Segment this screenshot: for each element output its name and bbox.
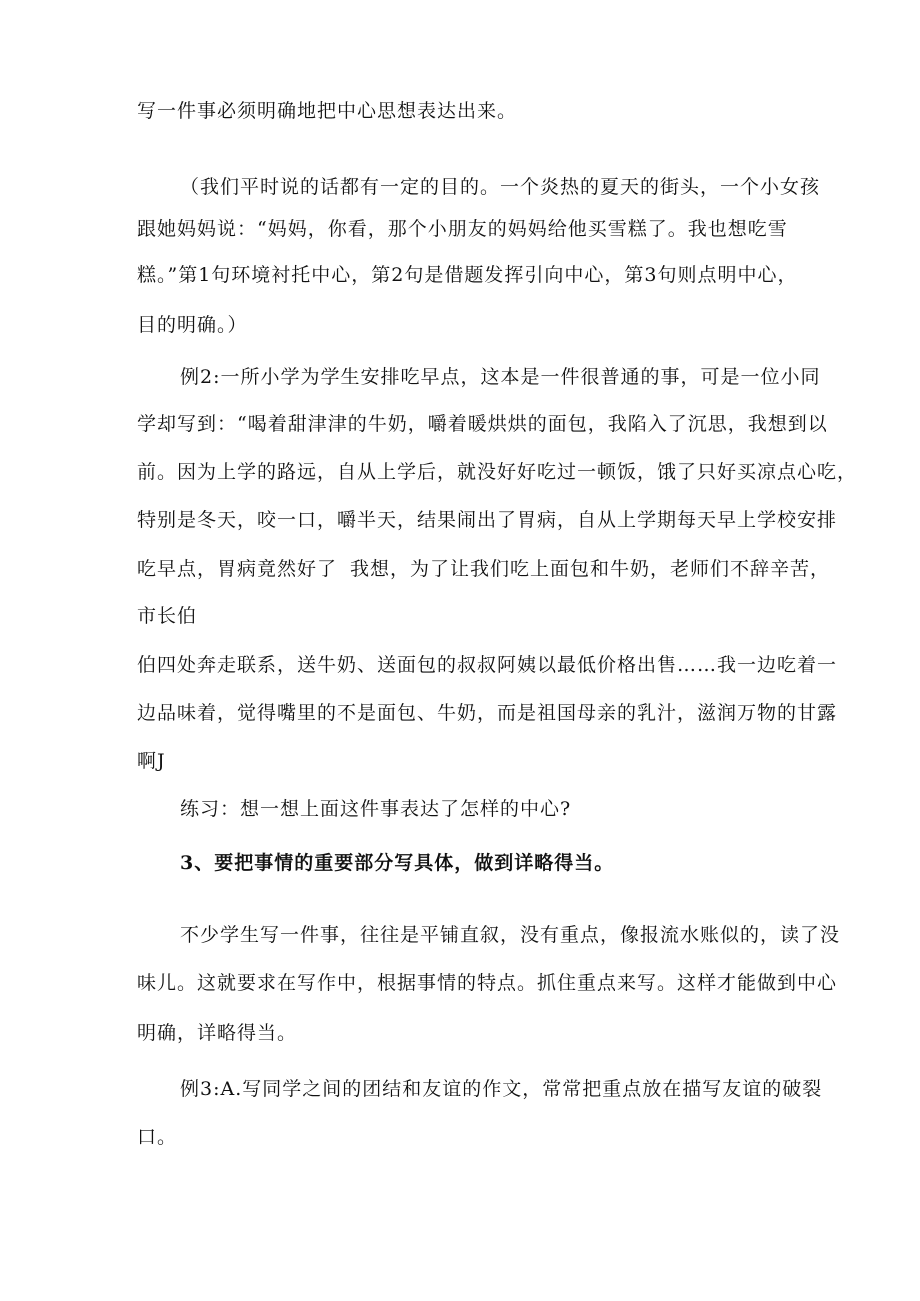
text-line-5: 目的明确。）: [137, 314, 248, 336]
text-line-2: （我们平时说的话都有一定的目的。一个炎热的夏天的街头，一个小女孩: [180, 176, 821, 198]
text-line-3: 跟她妈妈说：“妈妈，你看，那个小朋友的妈妈给他买雪糕了。我也想吃雪: [137, 218, 788, 240]
text-line-4: 糕。”第1句环境衬托中心，第2句是借题发挥引向中心，第3句则点明中心，: [137, 264, 798, 286]
text-line-13: 边品味着，觉得嘴里的不是面包、牛奶，而是祖国母亲的乳汁，滋润万物的甘露: [137, 702, 838, 724]
text-line-9: 特别是冬天，咬一口，嚼半天，结果闹出了胃病，自从上学期每天早上学校安排: [137, 509, 838, 531]
text-line-21: 口。: [137, 1126, 178, 1148]
text-line-20: 例3:A.写同学之间的团结和友谊的作文，常常把重点放在描写友谊的破裂: [180, 1078, 823, 1100]
text-line-10a: 吃早点，胃病竟然好了: [137, 558, 338, 580]
text-line-11: 市长伯: [137, 605, 198, 627]
text-line-18: 味儿。这就要求在写作中，根据事情的特点。抓住重点来写。这样才能做到中心: [137, 972, 838, 994]
text-line-19: 明确，详略得当。: [137, 1022, 298, 1044]
text-line-1: 写一件事必须明确地把中心思想表达出来。: [137, 100, 518, 122]
text-line-14: 啊J: [137, 750, 166, 772]
text-line-12: 伯四处奔走联系，送牛奶、送面包的叔叔阿姨以最低价格出售……我一边吃着一: [137, 654, 838, 676]
section-heading-3: 3、要把事情的重要部分写具体，做到详略得当。: [180, 852, 615, 874]
text-line-17: 不少学生写一件事，往往是平铺直叙，没有重点，像报流水账似的，读了没: [180, 924, 841, 946]
text-line-15: 练习：想一想上面这件事表达了怎样的中心?: [180, 798, 572, 820]
text-line-10b: 我想，为了让我们吃上面包和牛奶，老师们不辞辛苦，: [350, 558, 831, 580]
text-line-8: 前。因为上学的路远，自从上学后，就没好好吃过一顿饭，饿了只好买凉点心吃，: [137, 461, 858, 483]
text-line-6: 例2:一所小学为学生安排吃早点，这本是一件很普通的事，可是一位小同: [180, 366, 821, 388]
text-line-7: 学却写到：“喝着甜津津的牛奶，嚼着暖烘烘的面包，我陷入了沉思，我想到以: [137, 413, 828, 435]
